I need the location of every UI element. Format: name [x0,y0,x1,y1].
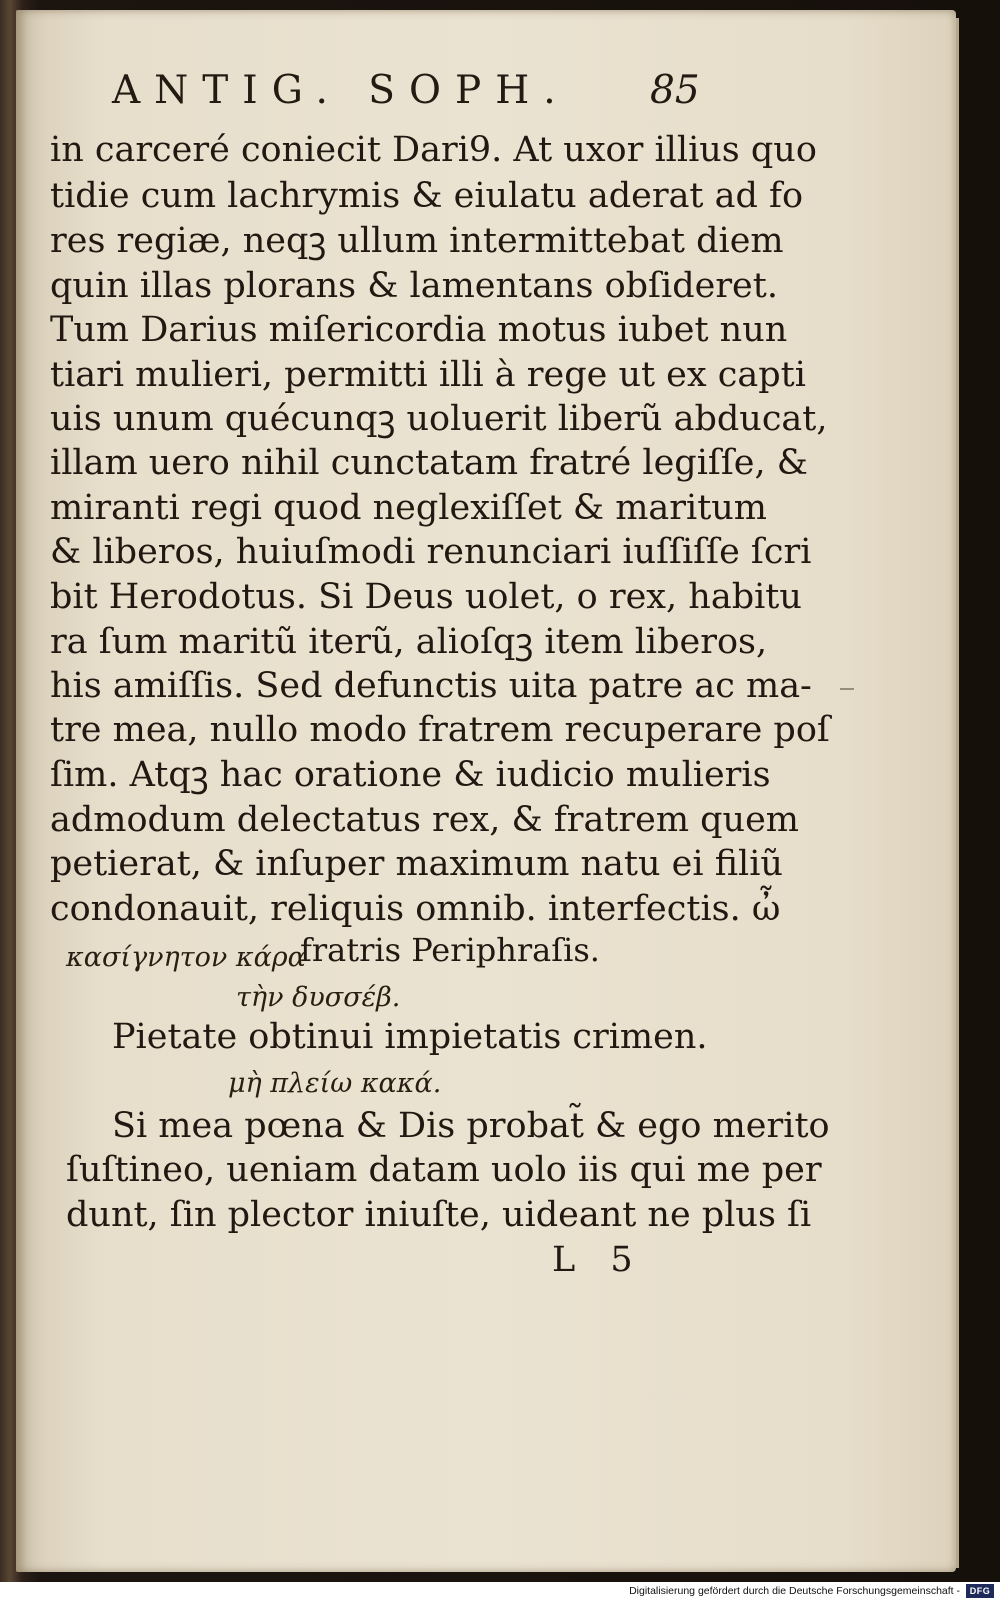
body-line: res regiæ, neqꝫ ullum intermittebat diem [50,221,784,261]
body-line: Tum Darius miſericordia motus iubet nun [50,310,788,350]
dfg-logo: DFG [966,1584,994,1598]
greek-gloss: μὴ πλείω κακά. [228,1068,442,1099]
page-edge [956,18,959,1568]
body-line: miranti regi quod neglexiſſet & maritum [50,488,767,528]
body-line: his amiſſis. Sed defunctis uita patre ac ma- [50,666,812,706]
body-line: in carceré coniecit Dari9. At uxor illius quo [50,130,817,170]
verse-line: dunt, ſin plector iniuſte, uideant ne plus ſi [66,1195,812,1235]
body-line: tiari mulieri, permitti illi à rege ut ex capti [50,355,806,395]
verse-line: Si mea pœna & Dis probat̃ & ego merito [112,1106,830,1146]
body-line: tre mea, nullo modo fratrem recuperare poſ [50,710,830,750]
body-line: ſim. Atqꝫ hac oratione & iudicio mulieris [50,755,771,795]
body-line: bit Herodotus. Si Deus uolet, o rex, habitu [50,577,802,617]
body-line: condonauit, reliquis omnib. interfectis. ὦ [50,889,781,929]
page-number: 85 [650,68,700,113]
verse-line: ſuſtineo, ueniam datam uolo iis qui me per [66,1150,822,1190]
gloss-note: fratris Periphraſis. [300,931,600,969]
greek-gloss: τὴν δυσσέβ. [236,982,401,1013]
body-line: petierat, & inſuper maximum natu ei filiũ [50,844,783,884]
verse-line: Pietate obtinui impietatis crimen. [112,1017,708,1057]
greek-gloss: κασίγνητον κάρα [66,942,306,973]
body-line: quin illas plorans & lamentans obſideret. [50,266,778,306]
body-line: ra ſum maritũ iterũ, alioſqꝫ item liberos, [50,622,768,662]
body-line: uis unum quécunqꝫ uoluerit liberũ abducat, [50,399,828,439]
margin-mark [840,688,854,690]
body-line: illam uero nihil cunctatam fratré legiſſe, & [50,443,808,483]
running-header-title: ANTIG. SOPH. [112,68,570,113]
body-line: admodum delectatus rex, & fratrem quem [50,800,799,840]
body-line: & liberos, huiuſmodi renunciari iuſſiſſe ſcri [50,532,812,572]
body-line: tidie cum lachrymis & eiulatu aderat ad fo [50,176,804,216]
signature-mark: L 5 [552,1240,645,1280]
footer-credit: Digitalisierung gefördert durch die Deutsche Forschungsgemeinschaft - [629,1585,960,1597]
